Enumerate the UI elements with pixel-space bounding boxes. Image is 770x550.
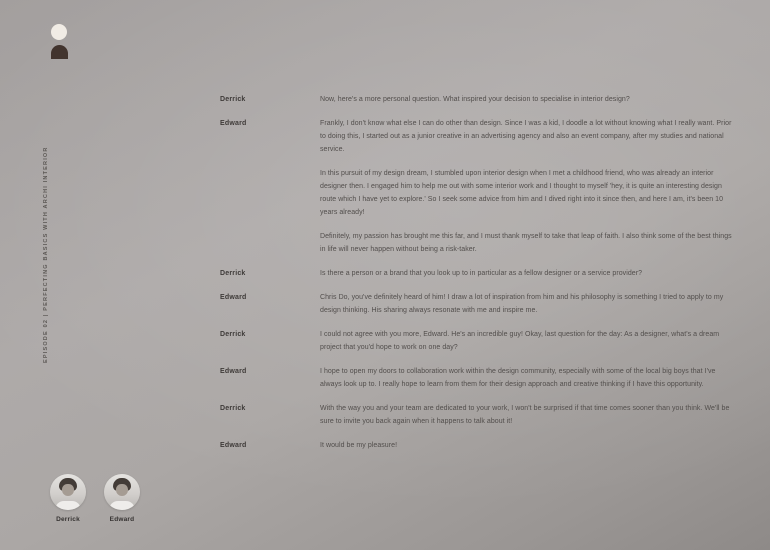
message-paragraph: With the way you and your team are dedicated to your work, I won't be surprised if that time comes sooner than you think. We'll be sure to invite you back again when it happens to talk about it!	[320, 405, 730, 425]
message-body	[320, 117, 737, 267]
message-body	[320, 328, 737, 365]
speaker-name: Edward	[220, 294, 247, 301]
message-paragraph: I could not agree with you more, Edward. He's an incredible guy! Okay, last question for the day: As a designer, what's a dream project that you'd hope to work on one day?	[320, 331, 720, 351]
participant-derrick	[50, 474, 86, 523]
message-body	[320, 439, 737, 463]
message	[220, 117, 737, 267]
message-body	[320, 365, 737, 402]
avatar-face	[116, 484, 128, 496]
speaker-name: Derrick	[220, 96, 246, 103]
avatar-photo-derrick	[50, 474, 86, 510]
message	[220, 328, 737, 365]
avatar-photo-edward	[104, 474, 140, 510]
message-paragraph: In this pursuit of my design dream, I stumbled upon interior design when I met a childhood friend, who was already an interior designer then. I engaged him to help me out with some interior work and I thought to myself 'hey, it is quite an interesting design route which I have yet to explore.' So I seek some advice from him and I dived right into it since then, and here I am, it's been 10 years already!	[320, 170, 724, 216]
message-paragraph: I hope to open my doors to collaboration work within the design community, especially with some of the local big boys that I've always look up to. I really hope to learn from them for their design approach and creative thinking if I have this opportunity.	[320, 368, 716, 388]
participant-name: Edward	[109, 516, 135, 523]
message	[220, 439, 737, 463]
message-paragraph: Frankly, I don't know what else I can do other than design. Since I was a kid, I doodle a lot without knowing what I really want. Prior to doing this, I started out as a junior creative in an advertising agency and also an event company, after my studies and national service.	[320, 120, 732, 153]
message	[220, 402, 737, 439]
message-paragraph: Chris Do, you've definitely heard of him! I draw a lot of inspiration from him and his philosophy is something I tried to apply to my design thinking. His sharing always resonate with me and inspire me.	[320, 294, 724, 314]
logo-head-circle	[51, 24, 67, 40]
speaker-name: Edward	[220, 442, 247, 449]
message	[220, 365, 737, 402]
message-body	[320, 402, 737, 439]
message	[220, 93, 737, 117]
message-body	[320, 267, 737, 291]
avatar-face	[62, 484, 74, 496]
speaker-name: Derrick	[220, 405, 246, 412]
message-paragraph: Is there a person or a brand that you look up to in particular as a fellow designer or a service provider?	[320, 270, 643, 277]
speaker-name: Edward	[220, 120, 247, 127]
message	[220, 267, 737, 291]
message	[220, 291, 737, 328]
participant-name: Derrick	[56, 516, 80, 523]
logo-body-arch	[51, 45, 68, 59]
person-mark-logo	[50, 24, 68, 59]
episode-vertical-label: EPISODE 02 | PERFECTING BASICS WITH ARCHI INTERIOR	[43, 146, 49, 363]
message-paragraph: Definitely, my passion has brought me this far, and I must thank myself to take that leap of faith. I also think some of the best things in life will never happen without being a risk-taker.	[320, 233, 732, 253]
participant-edward	[104, 474, 140, 523]
participants	[50, 474, 140, 523]
avatar-shirt	[109, 501, 135, 510]
speaker-name: Edward	[220, 368, 247, 375]
message-body	[320, 291, 737, 328]
speaker-name: Derrick	[220, 270, 246, 277]
message-paragraph: It would be my pleasure!	[320, 442, 398, 449]
message-paragraph: Now, here's a more personal question. What inspired your decision to specialise in interior design?	[320, 96, 630, 103]
speaker-name: Derrick	[220, 331, 246, 338]
conversation	[220, 93, 737, 463]
message-body	[320, 93, 737, 117]
avatar-shirt	[55, 501, 81, 510]
